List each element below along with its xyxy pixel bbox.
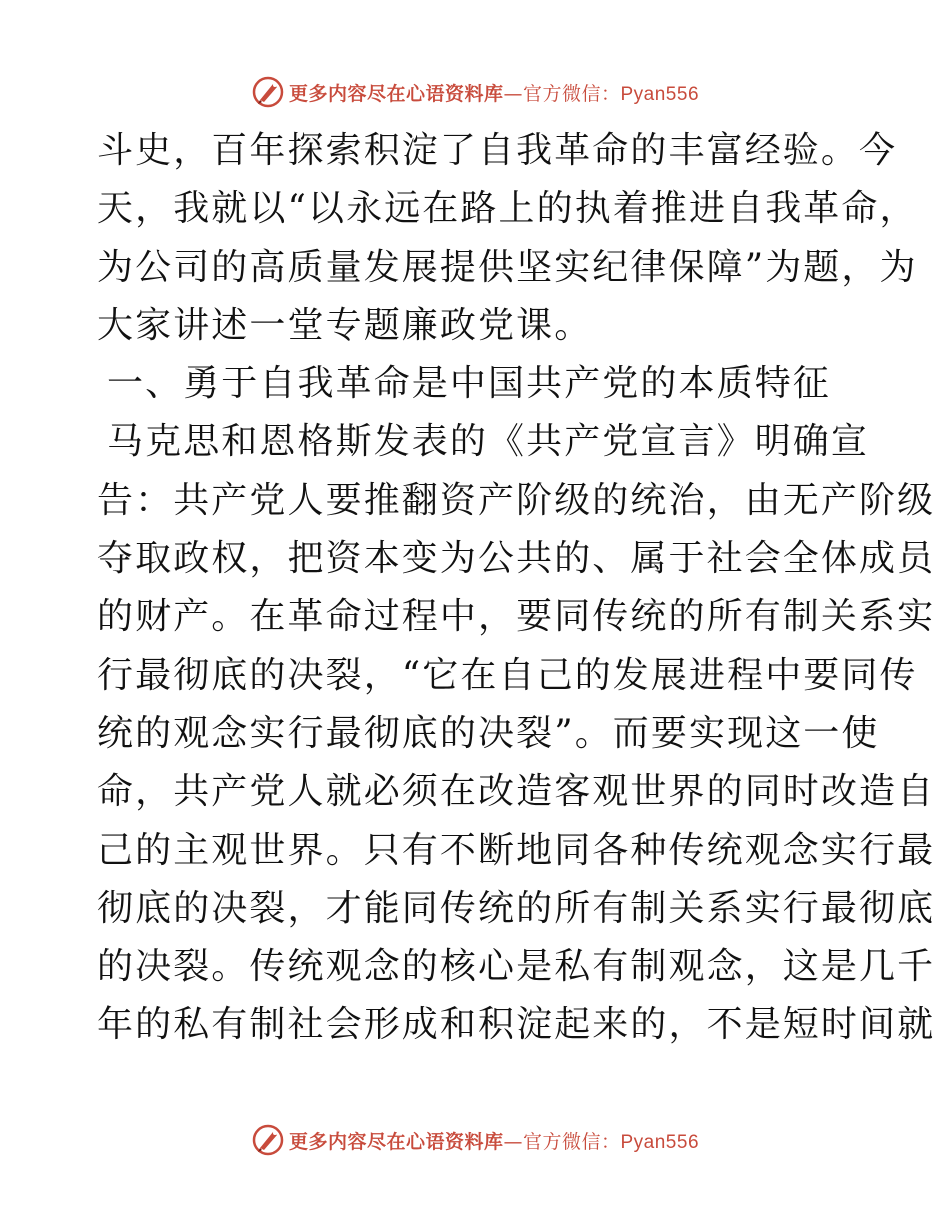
watermark-account: Pyan556 xyxy=(620,1131,700,1153)
body-line: 天，我就以“以永远在路上的执着推进自我革命， xyxy=(97,188,918,230)
watermark-separator: — xyxy=(503,1130,523,1153)
body-line: 夺取政权，把资本变为公共的、属于社会全体成员 xyxy=(97,538,936,580)
header-watermark xyxy=(0,72,950,112)
body-line: 己的主观世界。只有不断地同各种传统观念实行最 xyxy=(97,829,936,871)
pen-logo-icon xyxy=(251,75,285,109)
document-body xyxy=(97,122,936,1055)
watermark-text xyxy=(289,1127,699,1154)
watermark-brand: 更多内容尽在心语资料库 xyxy=(288,82,504,105)
watermark-text xyxy=(289,79,699,106)
body-line: 告：共产党人要推翻资产阶级的统治，由无产阶级 xyxy=(97,479,936,521)
body-line: 的决裂。传统观念的核心是私有制观念，这是几千 xyxy=(97,946,936,988)
watermark-account: Pyan556 xyxy=(620,83,700,105)
body-line: 的财产。在革命过程中，要同传统的所有制关系实 xyxy=(97,596,936,638)
body-line: 彻底的决裂，才能同传统的所有制关系实行最彻底 xyxy=(97,887,936,929)
watermark-suffix-label: 官方微信： xyxy=(522,82,621,105)
body-line: 斗史，百年探索积淀了自我革命的丰富经验。今 xyxy=(97,130,898,171)
section-heading: 一、勇于自我革命是中国共产党的本质特征 xyxy=(107,363,831,405)
body-line: 统的观念实行最彻底的决裂”。而要实现这一使 xyxy=(97,712,880,754)
body-line: 行最彻底的决裂，“它在自己的发展进程中要同传 xyxy=(97,654,918,696)
watermark-separator: — xyxy=(503,82,523,105)
footer-watermark xyxy=(0,1120,950,1160)
body-line: 马克思和恩格斯发表的《共产党宣言》明确宣 xyxy=(107,421,870,463)
watermark-brand: 更多内容尽在心语资料库 xyxy=(288,1130,504,1153)
body-line: 命，共产党人就必须在改造客观世界的同时改造自 xyxy=(97,771,936,813)
body-line: 大家讲述一堂专题廉政党课。 xyxy=(97,304,593,346)
body-line: 为公司的高质量发展提供坚实纪律保障”为题，为 xyxy=(97,246,918,288)
pen-logo-icon xyxy=(251,1123,285,1157)
watermark-suffix-label: 官方微信： xyxy=(522,1130,621,1153)
body-line: 年的私有制社会形成和积淀起来的，不是短时间就 xyxy=(97,1004,936,1046)
